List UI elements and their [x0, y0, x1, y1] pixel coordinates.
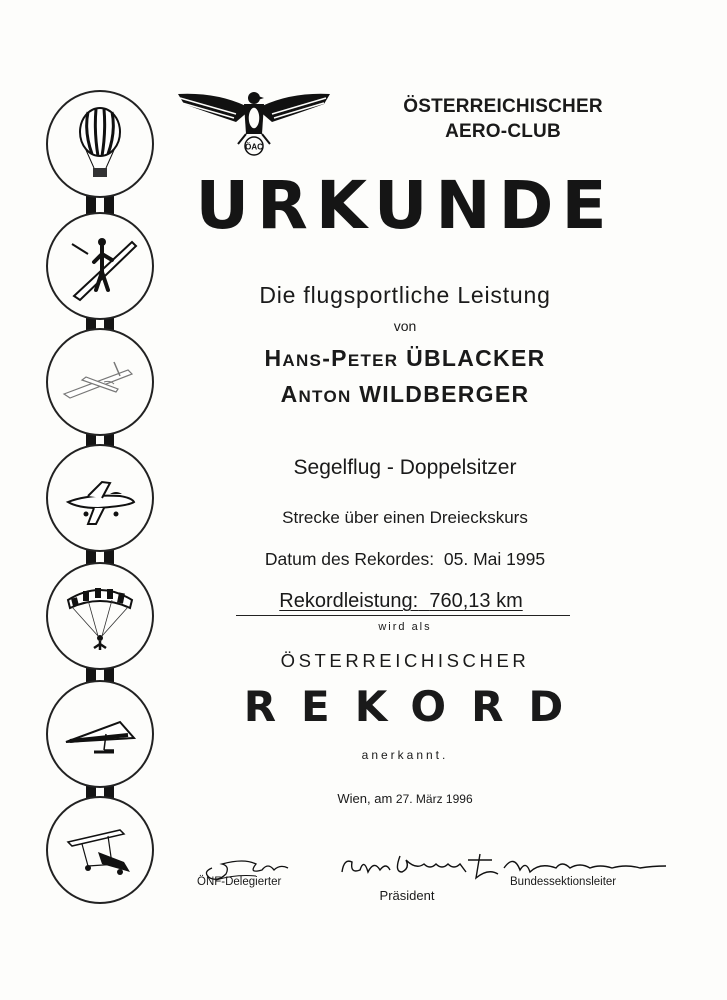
pilot-name-2: ANTON WILDBERGER: [280, 381, 530, 407]
hot-air-balloon-icon: [46, 90, 154, 198]
recognized-text: anerkannt.: [361, 748, 449, 762]
delegate-label: ÖNF-Delegierter: [197, 876, 282, 888]
president-label: Präsident: [379, 888, 435, 903]
section-leader-label: Bundessektionsleiter: [510, 876, 617, 888]
ultralight-icon: [46, 796, 154, 904]
pilot-name-1: HANS-PETER ÜBLACKER: [264, 345, 546, 371]
hang-glider-icon: [46, 680, 154, 788]
organization-name: [372, 94, 634, 144]
record-date: Datum des Rekordes: 05. Mai 1995: [264, 549, 546, 569]
light-aircraft-icon: [46, 444, 154, 552]
record-performance: Rekordleistung: 760,13 km: [279, 590, 523, 612]
organization-line2: AERO-CLUB: [445, 121, 561, 142]
austrian-text: ÖSTERREICHISCHER: [280, 650, 530, 671]
hang-glider-pilot-icon: [46, 212, 154, 320]
parachute-icon: [46, 562, 154, 670]
eagle-emblem-icon: [176, 88, 332, 160]
record-task: Strecke über einen Dreieckskurs: [282, 508, 528, 527]
performance-rule: [236, 615, 570, 616]
wird-als-text: wird als: [378, 621, 432, 633]
von-text: von: [393, 318, 417, 334]
glider-icon: [46, 328, 154, 436]
certificate-title: URKUNDE: [195, 167, 615, 244]
signature-president: [336, 846, 516, 886]
rekord-heading: REKORD: [243, 682, 589, 731]
emblem-letters: ÖAC: [245, 142, 263, 152]
intro-text: Die flugsportliche Leistung: [259, 282, 551, 308]
record-category: Segelflug - Doppelsitzer: [293, 456, 517, 479]
organization-line1: ÖSTERREICHISCHER: [403, 96, 603, 117]
issue-place-date: Wien, am 27. März 1996: [337, 791, 473, 806]
